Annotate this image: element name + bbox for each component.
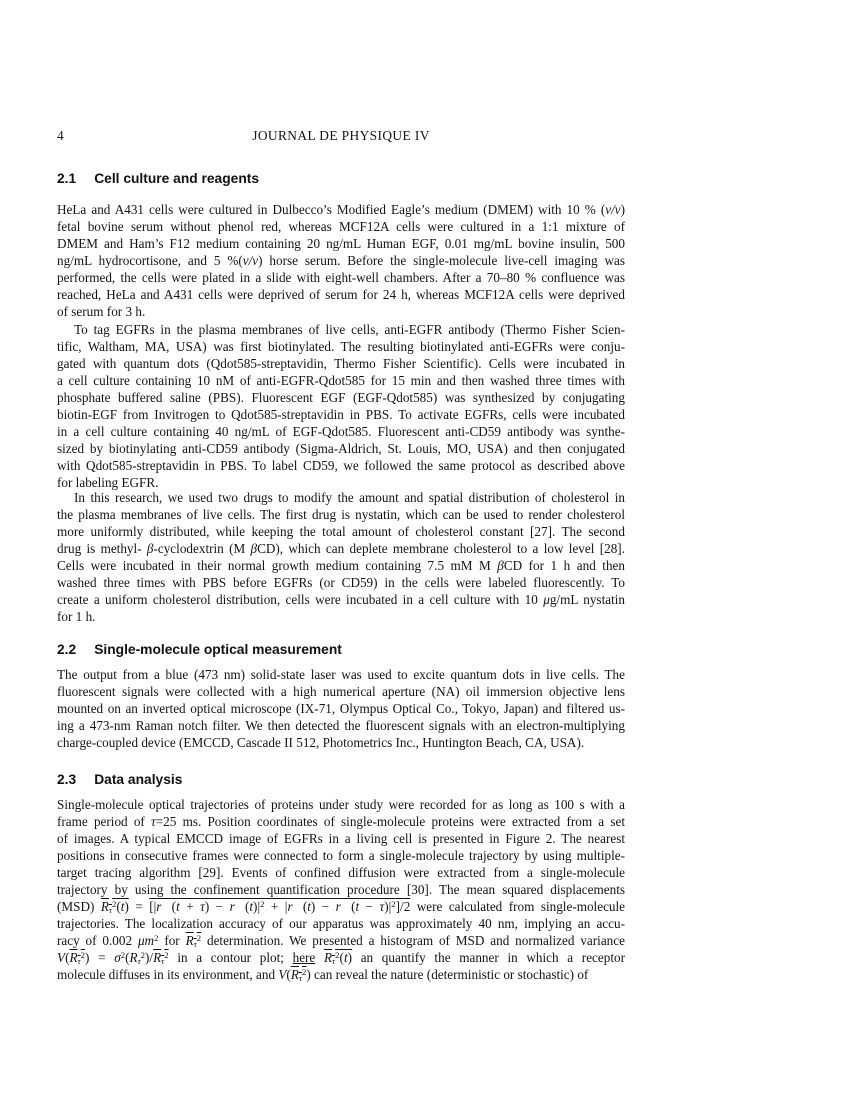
running-head xyxy=(57,128,625,146)
text-line: frame period of τ=25 ms. Position coordinates of single-molecule proteins were extracted from a set xyxy=(57,814,625,829)
text-line: in a cell culture containing 40 ng/mL of EGF-Qdot585. Fluorescent anti-CD59 antibody was synthe- xyxy=(57,424,625,439)
text-line: Cells were incubated in their normal growth medium containing 7.5 mM M βCD for 1 h and then xyxy=(57,558,625,573)
text-line: washed three times with PBS before EGFRs (or CD59) in the cells were labeled fluorescently. To xyxy=(57,575,625,590)
text-line: racy of 0.002 $\mu m^2$ for $R_\tau^2$ determination. We presented a histogram of MSD and normalized variance xyxy=(57,932,625,949)
journal-title: JOURNAL DE PHYSIQUE IV xyxy=(252,128,430,143)
section-heading-2-2 xyxy=(57,642,625,657)
paragraph-cell-culture-3 xyxy=(57,489,625,625)
text-line: molecule diffuses in its environment, and $V(R_\tau^2)$ can reveal the nature (deterministic or stochastic) of xyxy=(57,966,589,983)
paragraph-optical-measurement xyxy=(57,666,625,751)
text-line: sized by biotinylating anti-CD59 antibody (Sigma-Aldrich, St. Louis, MO, USA) and then conjugated xyxy=(57,441,625,456)
text-line: create a uniform cholesterol distribution, cells were incubated in a cell culture with 10 μg/mL nystatin xyxy=(57,592,626,607)
text-line: Single-molecule optical trajectories of proteins under study were recorded for as long as 100 s with a xyxy=(57,797,625,812)
paragraph-data-analysis xyxy=(57,796,625,983)
section-heading-2-3 xyxy=(57,772,625,787)
paragraph-cell-culture-1 xyxy=(57,201,625,320)
text-line: a cell culture containing 10 nM of anti-EGFR-Qdot585 for 15 min and then washed three times with xyxy=(57,373,625,388)
text-line: ing a 473-nm Raman notch filter. We then detected the fluorescent signals with an electron-multiplying xyxy=(57,718,625,733)
text-line: for 1 h. xyxy=(57,609,96,624)
text-line: charge-coupled device (EMCCD, Cascade II 512, Photometrics Inc., Huntington Beach, CA, USA). xyxy=(57,735,585,750)
text-line: trajectories. The localization accuracy of our apparatus was approximately 40 nm, implying an accu- xyxy=(57,916,625,931)
text-line: tific, Waltham, MA, USA) was first biotinylated. The resulting biotinylated anti-EGFRs were conju- xyxy=(57,339,625,354)
text-line: trajectory by using the confinement quantification procedure [30]. The mean squared displacements xyxy=(57,882,625,897)
text-line: mounted on an inverted optical microscope (IX-71, Olympus Optical Co., Tokyo, Japan) and filtered us- xyxy=(57,701,625,716)
text-line: gated with quantum dots (Qdot585-streptavidin, Thermo Fisher Scientific). Cells were incubated in xyxy=(57,356,625,371)
text-line: DMEM and Ham’s F12 medium containing 20 ng/mL Human EGF, 0.01 mg/mL bovine insulin, 500 xyxy=(57,236,625,251)
text-line: the plasma membranes of live cells. The first drug is nystatin, which can be used to render cholesterol xyxy=(57,507,625,522)
section-number: 2.3 xyxy=(57,772,77,787)
text-line: biotin-EGF from Invitrogen to Qdot585-streptavidin in PBS. To activate EGFRs, cells were incubated xyxy=(57,407,625,422)
text-line: To tag EGFRs in the plasma membranes of live cells, anti-EGFR antibody (Thermo Fisher Scien- xyxy=(74,322,625,337)
text-line: target tracing algorithm [29]. Events of confined diffusion were extracted from a single-molecule xyxy=(57,865,625,880)
text-line: The output from a blue (473 nm) solid-state laser was used to excite quantum dots in live cells. The xyxy=(57,667,625,682)
text-line: phosphate buffered saline (PBS). Fluorescent EGF (EGF-Qdot585) was synthesized by conjugating xyxy=(57,390,625,405)
text-line: positions in consecutive frames were connected to form a single-molecule trajectory by using multiple- xyxy=(57,848,625,863)
text-line: fluorescent signals were collected with a high numerical aperture (NA) oil immersion objective lens xyxy=(57,684,625,699)
text-line: performed, the cells were plated in a slide with eight-well chambers. After a 70–80 % confluence was xyxy=(57,270,625,285)
section-heading-2-1 xyxy=(57,171,625,186)
section-title: Data analysis xyxy=(94,772,183,787)
text-line: of serum for 3 h. xyxy=(57,304,146,319)
text-line: $V(R_\tau^2) = \sigma^2(R_\tau^2)/R_\tau^2$ in a contour plot; here $R_\tau^2(t)$ an quantify the manner in which a receptor xyxy=(57,949,625,966)
section-number: 2.2 xyxy=(57,642,77,657)
text-line: (MSD) $R_\tau^2(t)$ = [|r⃗(t + $\tau) - r⃗(t)|^2$ + |r⃗(t) − r⃗(t − $\tau)|^2]/2$ were calculated from single-molecule xyxy=(57,898,626,915)
page-number: 4 xyxy=(57,128,64,143)
section-title: Cell culture and reagents xyxy=(94,171,260,186)
text-line: reached, HeLa and A431 cells were deprived of serum for 24 h, whereas MCF12A cells were deprived xyxy=(57,287,625,302)
text-line: with Qdot585-streptavidin in PBS. To label CD59, we followed the same protocol as described above xyxy=(57,458,625,473)
text-line: of images. A typical EMCCD image of EGFRs in a living cell is presented in Figure 2. The nearest xyxy=(57,831,625,846)
text-line: more uniformly distributed, while keeping the total amount of cholesterol constant [27]. The second xyxy=(57,524,625,539)
text-line: HeLa and A431 cells were cultured in Dulbecco’s Modified Eagle’s medium (DMEM) with 10 % (v/v) xyxy=(57,202,625,217)
section-title: Single-molecule optical measurement xyxy=(94,642,342,657)
paragraph-cell-culture-2 xyxy=(57,321,625,491)
text-line: In this research, we used two drugs to modify the amount and spatial distribution of cholesterol in xyxy=(74,490,625,505)
text-line: ng/mL hydrocortisone, and 5 %(v/v) horse serum. Before the single-molecule live-cell imaging was xyxy=(57,253,625,268)
text-line: for labeling EGFR. xyxy=(57,475,159,490)
section-number: 2.1 xyxy=(57,171,77,186)
text-line: fetal bovine serum without phenol red, whereas MCF12A cells were cultured in a 1:1 mixture of xyxy=(57,219,625,234)
text-line: drug is methyl- β-cyclodextrin (M βCD), which can deplete membrane cholesterol to a low level [28]. xyxy=(57,541,625,556)
